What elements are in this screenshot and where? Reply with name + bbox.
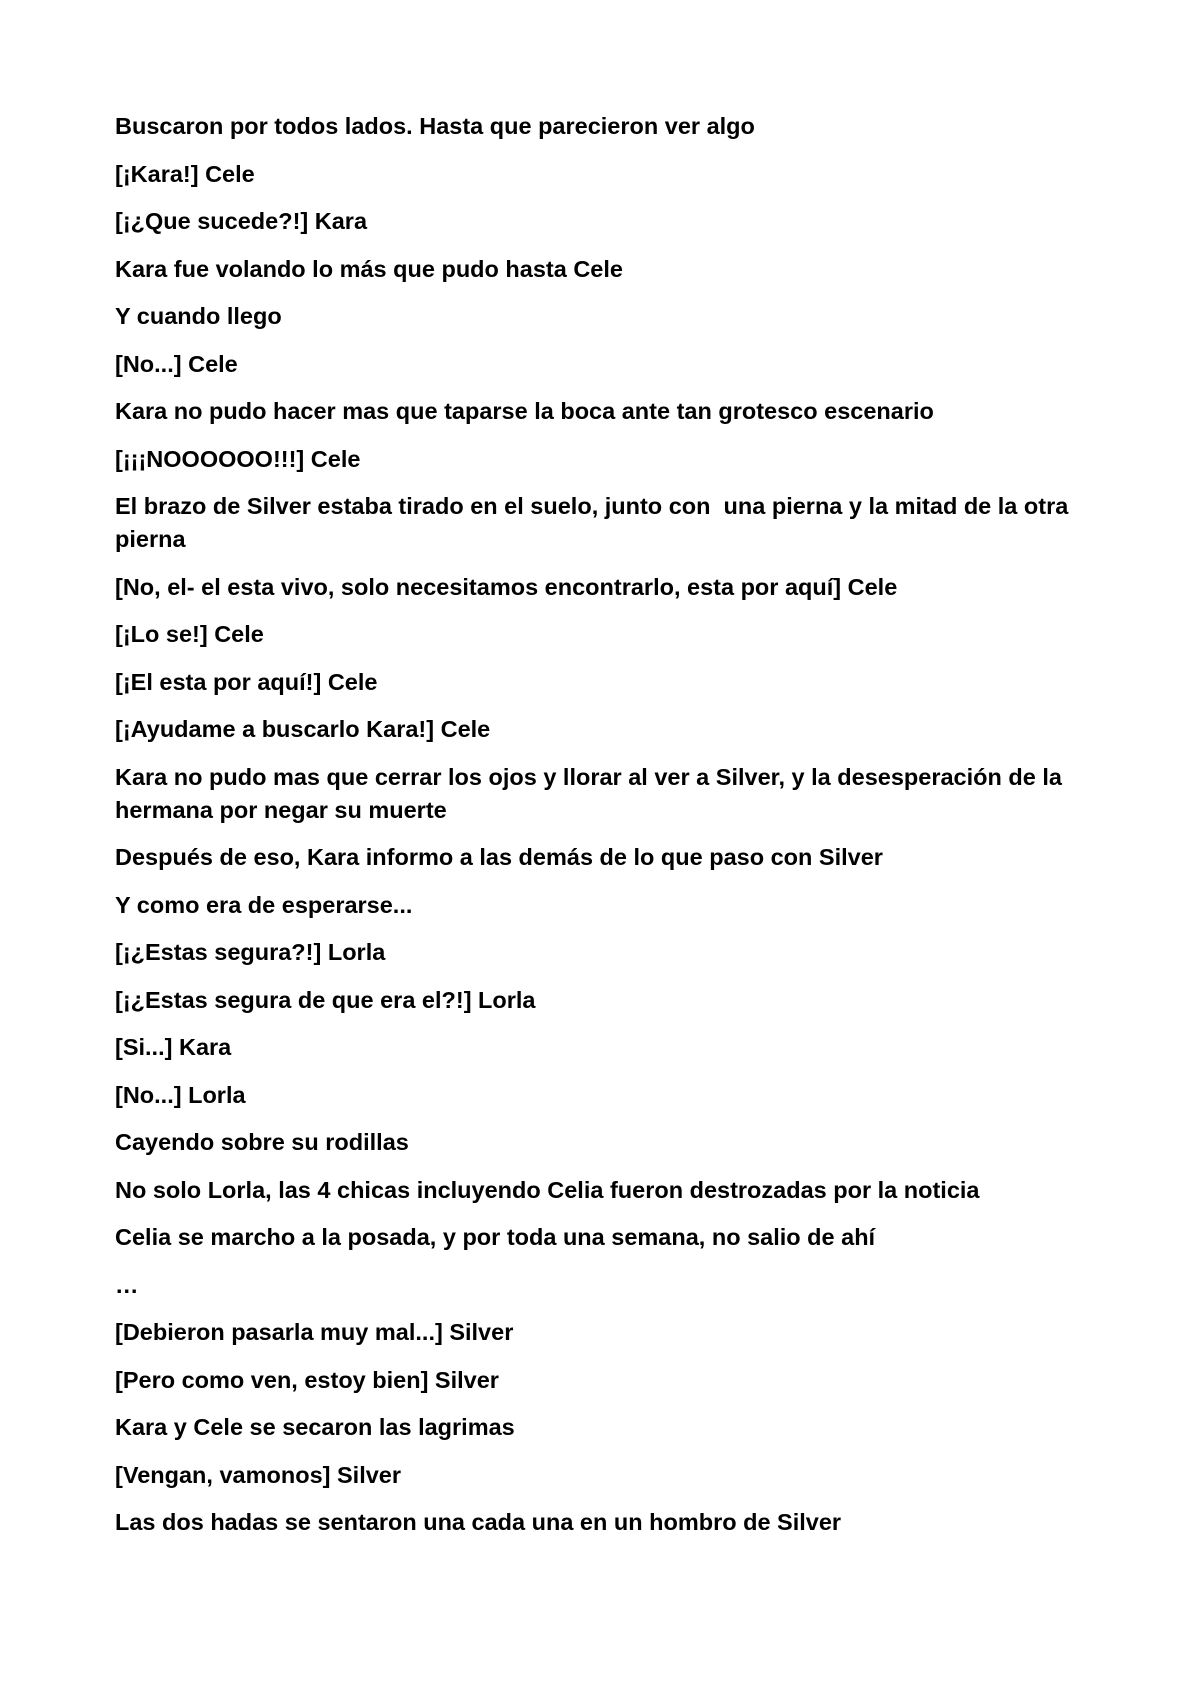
paragraph: Kara no pudo mas que cerrar los ojos y llorar al ver a Silver, y la desesperación de la hermana por negar su muerte [115,763,1069,823]
paragraph: [¡Kara!] Cele [115,160,255,187]
paragraph: … [115,1271,139,1298]
paragraph: [Vengan, vamonos] Silver [115,1461,402,1488]
paragraph: Después de eso, Kara informo a las demás de lo que paso con Silver [115,844,883,870]
paragraph: [¡¡¡NOOOOOO!!!] Cele [115,445,361,472]
paragraph: Kara fue volando lo más que pudo hasta Cele [115,255,623,282]
paragraph: Cayendo sobre su rodillas [115,1129,409,1155]
paragraph: [No, el- el esta vivo, solo necesitamos encontrarlo, esta por aquí] Cele [115,573,898,600]
paragraph: [¡¿Estas segura de que era el?!] Lorla [115,986,536,1013]
paragraph: No solo Lorla, las 4 chicas incluyendo Celia fueron destrozadas por la noticia [115,1176,980,1203]
paragraph: [Si...] Kara [115,1034,232,1060]
paragraph: El brazo de Silver estaba tirado en el suelo, junto con una pierna y la mitad de la otra pierna [115,493,1075,552]
paragraph: [¡Lo se!] Cele [115,621,264,647]
paragraph: Y como era de esperarse... [115,891,413,918]
paragraph: [Pero como ven, estoy bien] Silver [115,1366,499,1393]
paragraph: [Debieron pasarla muy mal...] Silver [115,1319,514,1345]
paragraph: [No...] Cele [115,350,238,377]
paragraph: Buscaron por todos lados. Hasta que parecieron ver algo [115,113,755,139]
paragraph: [¡El esta por aquí!] Cele [115,668,378,695]
paragraph: [¡Ayudame a buscarlo Kara!] Cele [115,716,491,742]
paragraph: [No...] Lorla [115,1081,246,1108]
paragraph: [¡¿Que sucede?!] Kara [115,208,368,234]
paragraph: Y cuando llego [115,303,282,329]
paragraph: Celia se marcho a la posada, y por toda una semana, no salio de ahí [115,1224,876,1250]
document-body [115,110,1075,1554]
paragraph: Las dos hadas se sentaron una cada una en un hombro de Silver [115,1509,842,1535]
paragraph: [¡¿Estas segura?!] Lorla [115,939,386,965]
paragraph: Kara y Cele se secaron las lagrimas [115,1414,515,1440]
paragraph: Kara no pudo hacer mas que taparse la boca ante tan grotesco escenario [115,398,934,424]
